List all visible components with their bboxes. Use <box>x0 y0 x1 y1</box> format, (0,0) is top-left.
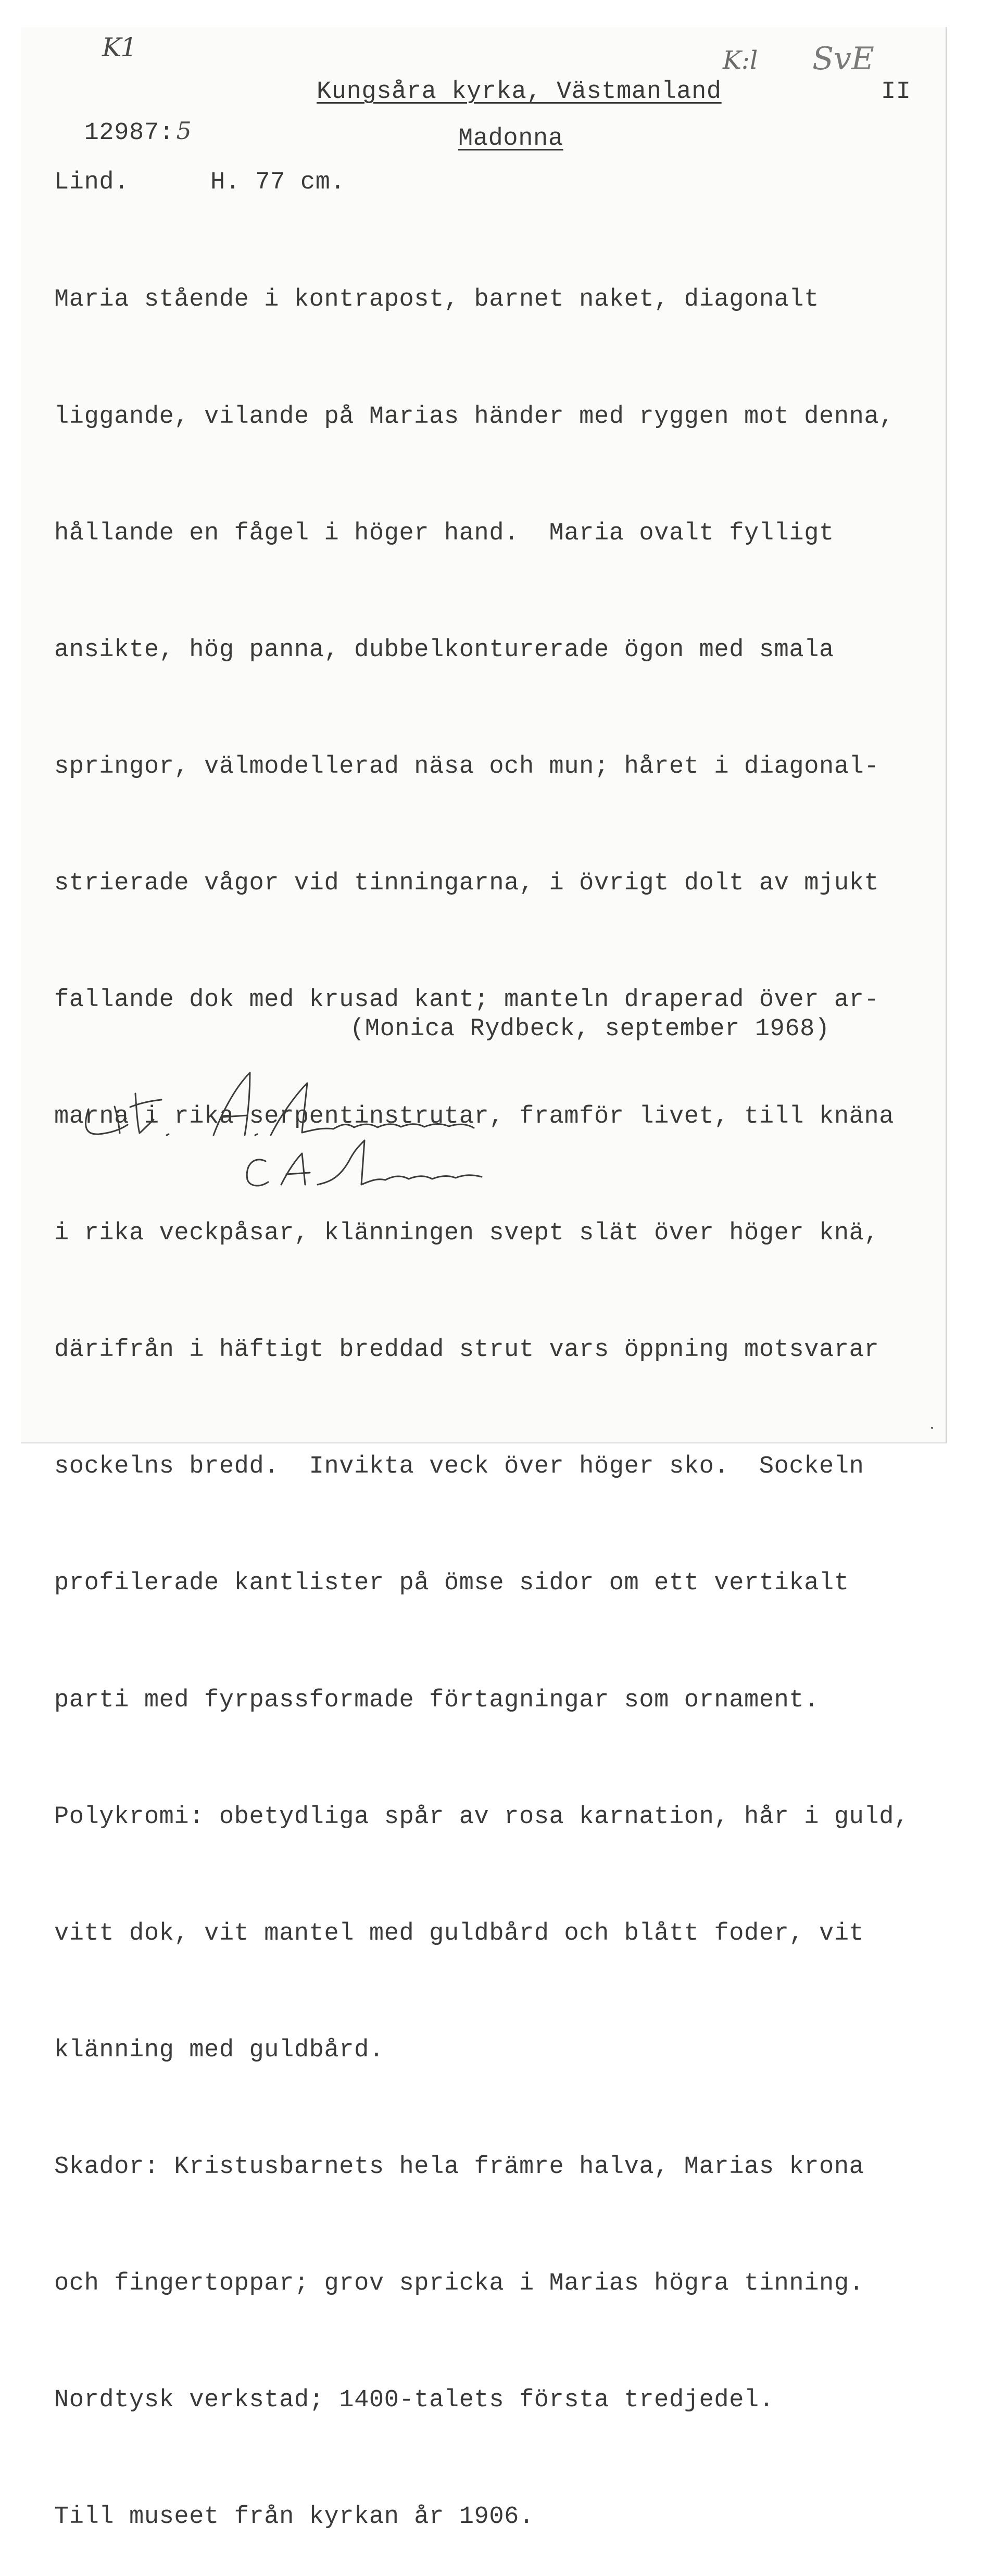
description-line: vitt dok, vit mantel med guldbård och blått foder, vit <box>54 1919 864 1947</box>
description-line: marna i rika serpentinstrutar, framför livet, till knäna <box>54 1103 895 1131</box>
material: Lind. <box>54 169 130 196</box>
signature-stroke-andersson <box>271 1083 474 1135</box>
description-line: fallande dok med krusad kant; manteln draperad över ar- <box>54 986 879 1014</box>
signature-stroke-a <box>213 1073 257 1135</box>
section-number: II <box>881 78 911 106</box>
handwritten-code-left: K1 <box>102 32 136 62</box>
description-line: i rika veckpåsar, klänningen svept slät över höger knä, <box>54 1220 879 1248</box>
object-title: Madonna <box>458 125 563 153</box>
signature-stroke-lid <box>86 1094 169 1135</box>
signature <box>78 1057 588 1192</box>
signature-stroke-nordman <box>318 1140 482 1185</box>
description-line: Maria stående i kontrapost, barnet naket, diagonalt <box>54 286 820 314</box>
description-line: strierade vågor vid tinningarna, i övrigt dolt av mjukt <box>54 869 879 897</box>
description-line: klänning med guldbård. <box>54 2036 384 2064</box>
height: H. 77 cm. <box>210 169 346 196</box>
description-line: och fingertoppar; grov spricka i Marias högra tinning. <box>54 2270 864 2297</box>
handwritten-code-right-1: K:l <box>723 46 758 75</box>
description-line: Nordtysk verkstad; 1400-talets första tredjedel. <box>54 2386 774 2415</box>
description-line: Till museet från kyrkan år 1906. <box>54 2503 534 2531</box>
description-line: Polykromi: obetydliga spår av rosa karnation, hår i guld, <box>54 1803 909 1831</box>
signature-stroke-ca <box>247 1153 310 1186</box>
catalog-number-value: 12987: <box>84 119 174 147</box>
author-note: (Monica Rydbeck, september 1968) <box>350 1015 830 1043</box>
catalog-number <box>54 73 192 153</box>
catalog-suffix: 5 <box>176 117 192 145</box>
description-line: sockelns bredd. Invikta veck över höger sko. Sockeln <box>54 1453 864 1481</box>
description-line: liggande, vilande på Marias händer med ryggen mot denna, <box>54 403 895 431</box>
description-line: hållande en fågel i höger hand. Maria ovalt fylligt <box>54 519 834 547</box>
stray-mark <box>931 1427 933 1429</box>
description-line: därifrån i häftigt breddad strut vars öppning motsvarar <box>54 1336 879 1364</box>
description-line: Skador: Kristusbarnets hela främre halva, Marias krona <box>54 2153 864 2181</box>
description-line: parti med fyrpassformade förtagningar som ornament. <box>54 1686 820 1714</box>
description-line: springor, välmodellerad näsa och mun; håret i diagonal- <box>54 752 879 781</box>
description-body <box>54 203 909 2576</box>
signature-line-1 <box>0 0 1 1</box>
description-line: profilerade kantlister på ömse sidor om ett vertikalt <box>54 1569 849 1598</box>
location-heading: Kungsåra kyrka, Västmanland <box>317 78 722 106</box>
description-line: ansikte, hög panna, dubbelkonturerade ögon med smala <box>54 636 834 664</box>
handwritten-code-right-2: SvE <box>812 41 874 77</box>
